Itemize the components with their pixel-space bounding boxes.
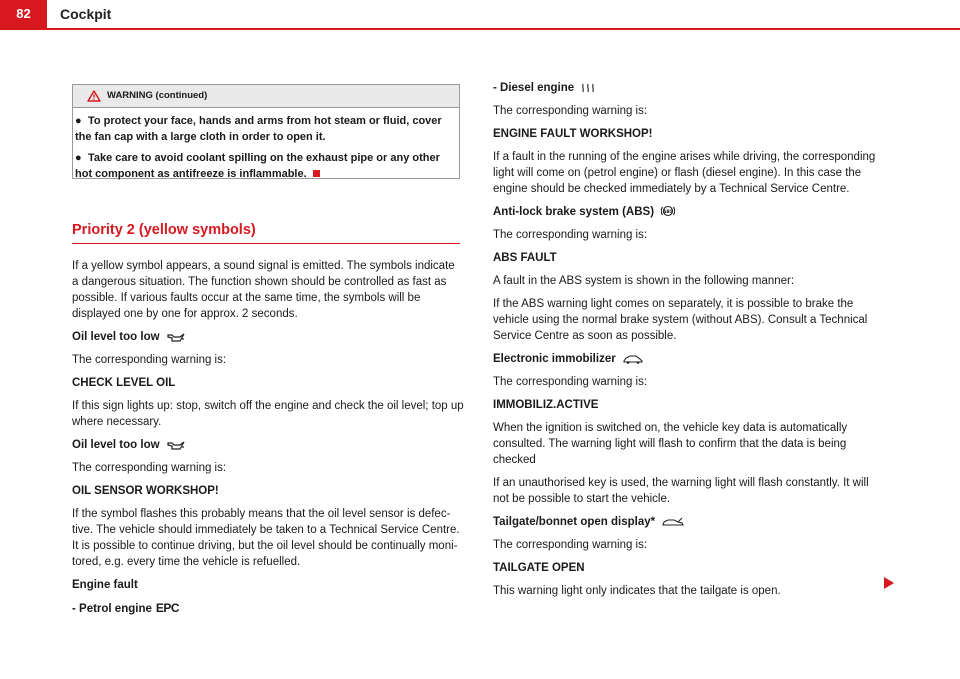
corresponding-text: The corresponding warning is: bbox=[493, 229, 648, 241]
car-key-icon bbox=[623, 354, 643, 364]
warning-message: TAILGATE OPEN bbox=[493, 562, 585, 574]
chapter-title: Cockpit bbox=[60, 6, 112, 22]
body-paragraph: A fault in the ABS system is shown in the following manner: bbox=[493, 275, 795, 287]
abs-heading bbox=[493, 204, 885, 220]
corresponding-text: The corresponding warning is: bbox=[493, 376, 648, 388]
page-header bbox=[0, 0, 960, 30]
warning-message: OIL SENSOR WORKSHOP! bbox=[72, 485, 219, 497]
warning-header bbox=[73, 85, 459, 108]
section-title: Priority 2 (yellow symbols) bbox=[72, 220, 460, 244]
corresponding-text: The corresponding warning is: bbox=[72, 354, 227, 366]
oil-low-heading-text: Oil level too low bbox=[72, 331, 160, 343]
car-tailgate-icon bbox=[662, 517, 684, 527]
page-number: 82 bbox=[0, 0, 47, 28]
body-paragraph: If a fault in the running of the engine arises while driving, the corresponding light will come on (petrol engine) or flash (diesel engine). In this case the engine should be checked immediately by a Technical Service Centre. bbox=[493, 151, 876, 195]
warning-message: CHECK LEVEL OIL bbox=[72, 377, 176, 389]
right-column bbox=[493, 80, 885, 606]
body-paragraph: If an unauthorised key is used, the warning light will flash constantly. It will not be possible to start the vehicle. bbox=[493, 477, 869, 505]
glow-plug-icon bbox=[581, 83, 595, 93]
body-paragraph: If the symbol flashes this probably means that the oil level sensor is defec- tive. The vehicle should immediately be taken to a Technical Service Centre. It is possible to continue driving, but the oil level should be continually moni- tored, e.g. every time the vehicle is refuelled. bbox=[72, 508, 460, 568]
corresponding-text: The corresponding warning is: bbox=[72, 462, 227, 474]
warning-message: ABS FAULT bbox=[493, 252, 557, 264]
warning-message: IMMOBILIZ.ACTIVE bbox=[493, 399, 599, 411]
warning-box bbox=[72, 84, 460, 179]
warning-triangle-icon bbox=[87, 90, 101, 102]
warning-heading: WARNING (continued) bbox=[107, 90, 208, 101]
warning-list bbox=[73, 108, 459, 182]
oil-low-heading bbox=[72, 437, 464, 453]
body-paragraph: If the ABS warning light comes on separately, it is possible to brake the vehicle using the normal brake system (without ABS). Consult a Technical Service Centre as soon as possible. bbox=[493, 298, 868, 342]
body-paragraph: This warning light only indicates that the tailgate is open. bbox=[493, 585, 781, 597]
body-paragraph: If this sign lights up: stop, switch off the engine and check the oil level; top up where necessary. bbox=[72, 400, 464, 428]
tailgate-heading bbox=[493, 514, 885, 530]
warning-item bbox=[75, 150, 455, 182]
warning-item-text: To protect your face, hands and arms from hot steam or fluid, cover the fan cap with a large cloth in order to open it. bbox=[75, 115, 442, 143]
abs-icon bbox=[661, 205, 675, 217]
tailgate-heading-text: Tailgate/bonnet open display* bbox=[493, 516, 656, 528]
warning-item bbox=[75, 113, 455, 145]
bullet: ● bbox=[75, 152, 82, 164]
oil-low-heading bbox=[72, 329, 464, 345]
section-end-mark bbox=[313, 170, 320, 177]
epc-icon: EPC bbox=[155, 601, 180, 615]
immobilizer-heading bbox=[493, 351, 885, 367]
intro-paragraph: If a yellow symbol appears, a sound signal is emitted. The symbols indicate a dangerous situation. The function shown should be controlled as fast as possible. If various faults occur at the same time, the symbols will be displayed one by one for approx. 2 seconds. bbox=[72, 260, 455, 320]
diesel-heading bbox=[493, 80, 885, 96]
oil-low-heading-text: Oil level too low bbox=[72, 439, 160, 451]
diesel-heading-text: - Diesel engine bbox=[493, 82, 575, 94]
left-column bbox=[72, 258, 464, 624]
corresponding-text: The corresponding warning is: bbox=[493, 539, 648, 551]
warning-item-text: Take care to avoid coolant spilling on the exhaust pipe or any other hot component as antifreeze is inflammable. bbox=[75, 152, 440, 180]
warning-message: ENGINE FAULT WORKSHOP! bbox=[493, 128, 653, 140]
oil-can-icon bbox=[167, 332, 185, 342]
next-page-arrow-icon bbox=[884, 577, 894, 589]
oil-can-icon bbox=[167, 440, 185, 450]
body-paragraph: When the ignition is switched on, the vehicle key data is automatically consulted. The warning light will flash to confirm that the data is being checked bbox=[493, 422, 848, 466]
bullet: ● bbox=[75, 115, 82, 127]
petrol-engine-text: - Petrol engine bbox=[72, 603, 152, 615]
immobilizer-heading-text: Electronic immobilizer bbox=[493, 353, 616, 365]
corresponding-text: The corresponding warning is: bbox=[493, 105, 648, 117]
svg-text:ABS: ABS bbox=[663, 210, 674, 215]
petrol-engine-heading bbox=[72, 600, 464, 617]
engine-fault-heading: Engine fault bbox=[72, 579, 138, 591]
abs-heading-text: Anti-lock brake system (ABS) bbox=[493, 206, 655, 218]
